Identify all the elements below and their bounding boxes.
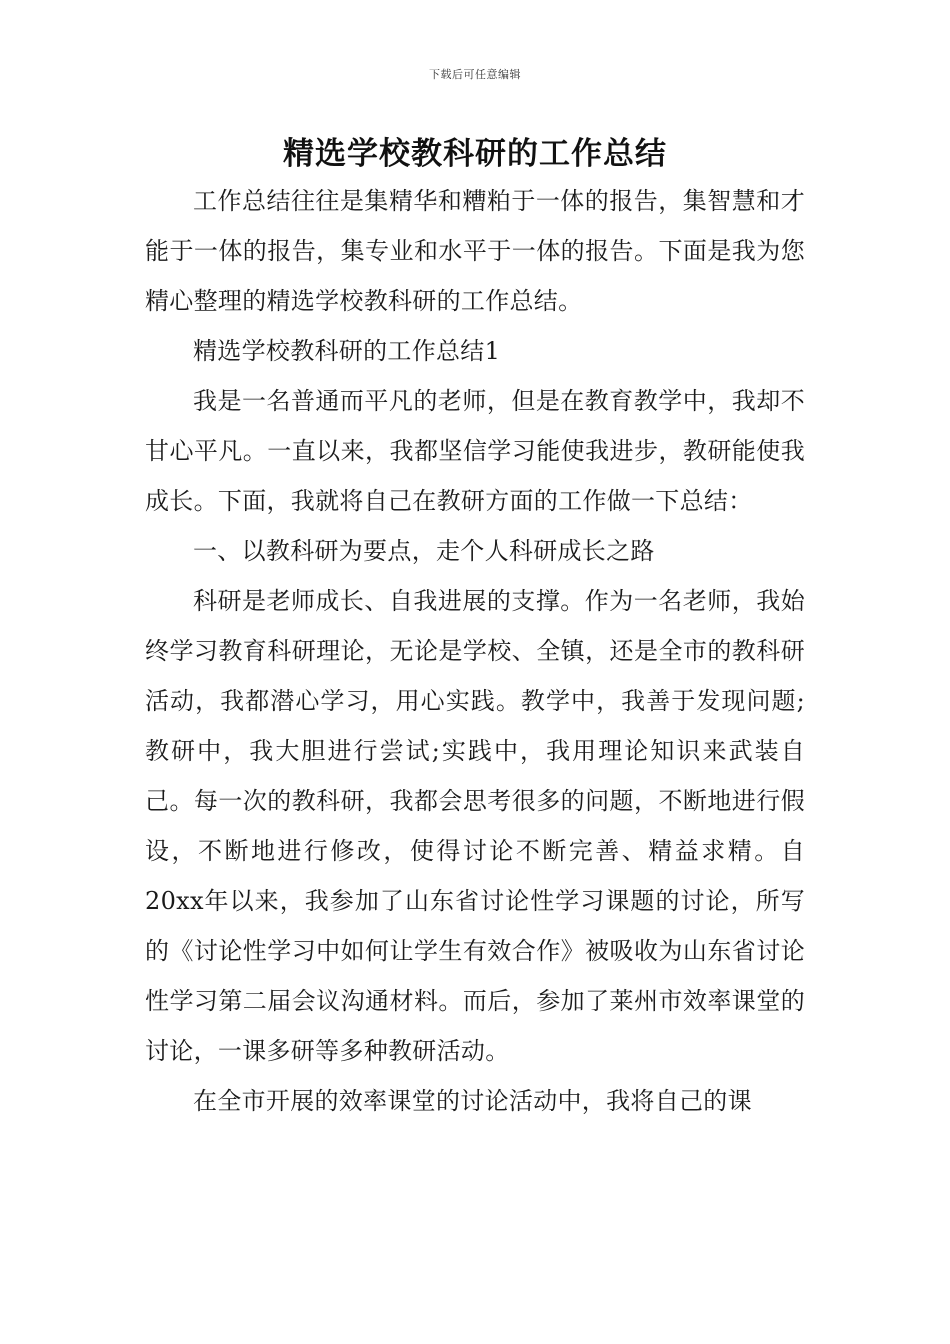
intro-paragraph: 工作总结往往是集精华和糟粕于一体的报告，集智慧和才能于一体的报告，集专业和水平于一体的报告。下面是我为您精心整理的精选学校教科研的工作总结。 xyxy=(145,187,805,315)
subsection-heading: 一、以教科研为要点，走个人科研成长之路 xyxy=(193,537,655,565)
page-header-note: 下载后可任意编辑 xyxy=(429,68,521,81)
body-paragraph: 科研是老师成长、自我进展的支撑。作为一名老师，我始终学习教育科研理论，无论是学校、全镇，还是全市的教科研活动，我都潜心学习，用心实践。教学中，我善于发现问题;教研中，我大胆进行尝试;实践中，我用理论知识来武装自己。每一次的教科研，我都会思考很多的问题，不断地进行假设，不断地进行修改，使得讨论不断完善、精益求精。自20xx年以来，我参加了山东省讨论性学习课题的讨论，所写的《讨论性学习中如何让学生有效合作》被吸收为山东省讨论性学习第二届会议沟通材料。而后，参加了莱州市效率课堂的讨论，一课多研等多种教研活动。 xyxy=(145,587,805,1065)
body-paragraph: 在全市开展的效率课堂的讨论活动中，我将自己的课 xyxy=(193,1087,752,1115)
section-heading: 精选学校教科研的工作总结1 xyxy=(193,337,501,365)
body-paragraph: 我是一名普通而平凡的老师，但是在教育教学中，我却不甘心平凡。一直以来，我都坚信学习能使我进步，教研能使我成长。下面，我就将自己在教研方面的工作做一下总结： xyxy=(145,387,805,515)
document-title: 精选学校教科研的工作总结 xyxy=(283,136,667,172)
document-body xyxy=(145,176,805,1126)
